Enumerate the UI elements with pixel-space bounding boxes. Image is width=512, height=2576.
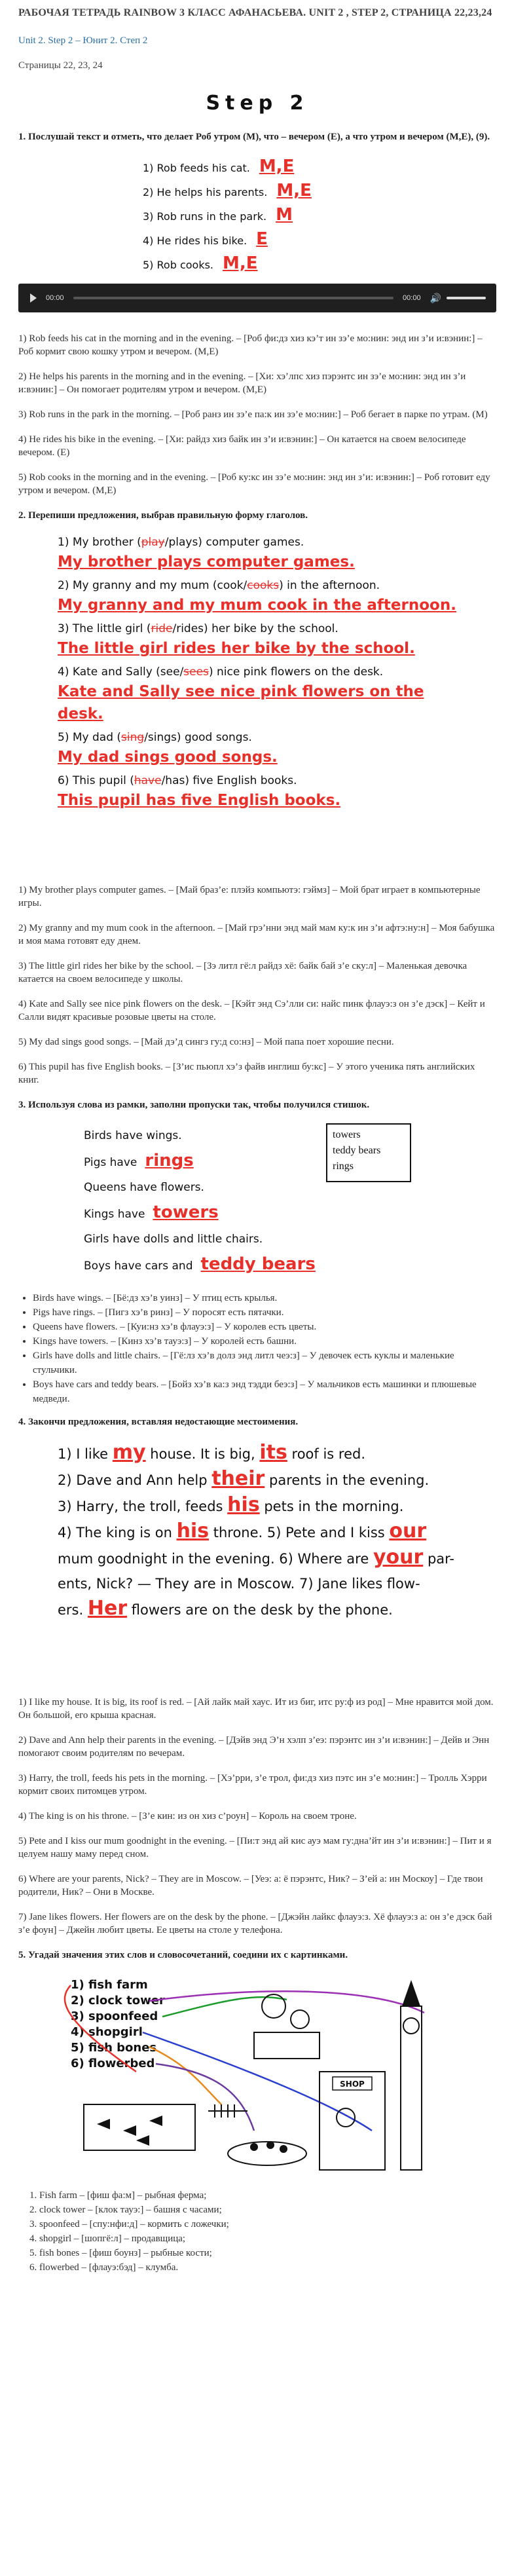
shop-sign: SHOP [340,2080,365,2089]
task3-line-text: Boys have cars and [84,1260,193,1273]
task4-line-3: 3) Harry, the troll, feeds his pets in the morning. [58,1493,404,1516]
task2-heading: 2. Перепиши предложения, выбрав правильную форму глаголов. [18,510,308,521]
pages-label: Страницы 22, 23, 24 [18,60,103,71]
task2-pre: My dad ( [72,731,122,744]
task4-translation: 1) I like my house. It is big, its roof is red. – [Ай лайк май хаус. Ит из биг, итс ру:ф из род] – Мне нравится мой дом. Он большой, его крыша красная. [18,1697,494,1721]
task2-crossed: ride [151,622,173,635]
task1-translations [18,332,496,497]
task1-answer: M,E [276,181,312,200]
task2-num: 6) [58,774,69,787]
step-title: Step 2 [206,92,309,115]
article [18,0,496,2281]
task2-item [58,729,464,746]
task5-heading: 5. Угадай значения этих слов и словосочетаний, соедини их с картинками. [18,1950,348,1960]
task5-item: 1) fish farm [71,1978,148,1992]
task2-exercise [58,534,464,874]
answer-pronoun: its [259,1441,287,1464]
task2-num: 4) [58,665,69,679]
task4-line-6: ents, Nick? — They are in Moscow. 7) Jane likes flow- [58,1576,420,1592]
task4-line-4: 4) The king is on his throne. 5) Pete and I kiss our [58,1520,427,1542]
match-arrow [65,1985,136,2072]
task5-translation: 1. Fish farm – [фиш фа:м] – рыбная ферма; [39,2188,496,2203]
task3-answer: towers [153,1203,219,1222]
task3-line [84,1252,316,1279]
task3-list [84,1123,316,1279]
task2-post: /has) five English books. [161,774,297,787]
word-box-item: towers [333,1129,361,1140]
task3-translation: • Boys have cars and teddy bears. – [Бойз хэ’в ка:з энд тэдди беэ:з] – У мальчиков есть машинки и плюшевые медведи. [33,1377,496,1406]
answer-pronoun: their [211,1467,265,1490]
answer-pronoun: Her [87,1597,128,1620]
task2-item [58,577,464,594]
audio-current-time: 00:00 [46,294,64,302]
task2-list [58,534,464,812]
answer-pronoun: his [176,1520,210,1542]
task4-exercise [58,1440,464,1683]
answer-pronoun: our [389,1520,427,1542]
task2-answer: This pupil has five English books. [58,792,341,809]
task2-translation: 3) The little girl rides her bike by the school. – [Зэ литл гё:л райдз хё: байк бай з’е ску:л] – Маленькая девочка катается на своем велосипеде у школы. [18,961,467,984]
play-icon[interactable] [30,293,37,303]
task1-answer: M,E [259,157,295,176]
task2-item [58,663,464,681]
answer-pronoun: his [227,1493,260,1516]
match-arrow [143,2032,372,2131]
task3-line [84,1227,316,1252]
task5-item: 2) clock tower [71,1994,165,2007]
task2-crossed: play [141,536,165,549]
task3-line [84,1123,316,1148]
task2-pre: My granny and my mum (cook/ [72,579,247,592]
task2-num: 5) [58,731,69,744]
task2-translation: 5) My dad sings good songs. – [Май дэ’д сингз гу:д со:нз] – Мой папа поет хорошие песни. [18,1037,394,1047]
word-box-item: teddy bears [333,1145,381,1156]
task1-item [143,252,496,276]
task3-line [84,1200,316,1227]
task2-pre: This pupil ( [72,774,134,787]
task1-item-text: 1) Rob feeds his cat. [143,162,250,174]
task4-line-5: mum goodnight in the evening. 6) Where are your par- [58,1546,455,1569]
task3-exercise [84,1123,450,1280]
task5-translation: 6. flowerbed – [флауэ:бэд] – клумба. [39,2260,496,2275]
task1-translation: 3) Rob runs in the park in the morning. – [Роб ранз ин зэ’е па:к ин зэ’е мо:нин:] – Роб бегает в парке по утрам. (M) [18,409,488,420]
task1-item [143,228,496,252]
task2-pre: The little girl ( [72,622,151,635]
fish-farm-picture [84,2104,195,2150]
task5-item: 5) fish bones [71,2041,157,2055]
task2-answer: My granny and my mum cook in the afternoon. [58,597,456,614]
task2-answer: The little girl rides her bike by the school. [58,640,415,657]
task2-answer: My brother plays computer games. [58,553,355,570]
task2-pre: My brother ( [72,536,141,549]
task2-crossed: have [134,774,162,787]
task3-answer: rings [145,1151,194,1170]
task1-heading: 1. Послушай текст и отметь, что делает Роб утром (M), что – вечером (E), а что утром и вечером (M,E), (9). [18,132,490,142]
volume-slider[interactable] [447,297,486,299]
task2-num: 2) [58,579,69,592]
task5-translation: 5. fish bones – [фиш боунз] – рыбные кости; [39,2246,496,2260]
task1-translation: 5) Rob cooks in the morning and in the evening. – [Роб ку:кс ин зэ’е мо:нин: энд ин з’и: и:вэнин:] – Роб готовит еду утром и вечером. (M,E) [18,472,490,496]
task2-translation: 4) Kate and Sally see nice pink flowers on the desk. – [Кэйт энд Сэ’лли си: найс пинк флауэ:з он з’е дэск] – Кейт и Салли видят красивые розовые цветы на столе. [18,999,485,1022]
task3-translation: • Kings have towers. – [Кинз хэ’в тауэ:з] – У королей есть башни. [33,1334,496,1349]
task2-pre: Kate and Sally (see/ [72,665,184,679]
breadcrumb[interactable] [18,34,496,47]
word-box-list [333,1127,405,1174]
match-arrow [162,1997,287,2017]
task5-translations [18,2188,496,2275]
task3-line-text: Birds have wings. [84,1129,182,1142]
task2-post: /sings) good songs. [144,731,252,744]
task1-item [143,204,496,228]
task3-translation: • Birds have wings. – [Бё:дз хэ’в уинз] – У птиц есть крылья. [33,1291,496,1305]
audio-progress-bar[interactable] [73,297,394,299]
task3-line-text: Pigs have [84,1156,137,1169]
task2-crossed: sing [121,731,145,744]
task2-item [58,620,464,637]
breadcrumb-link[interactable]: Unit 2. Step 2 – Юнит 2. Степ 2 [18,35,148,46]
task5-translation: 3. spoonfeed – [спу:нфи:д] – кормить с ложечки; [39,2217,496,2231]
task2-translation: 2) My granny and my mum cook in the afternoon. – [Май грэ’нни энд май мам ку:к ин з’и афтэ:ну:н] – Моя бабушка и моя мама готовят еду днем. [18,923,495,946]
task3-line-text: Girls have dolls and little chairs. [84,1233,263,1246]
clock-tower-picture [401,1980,422,2170]
spoonfeed-picture [254,1994,320,2059]
task2-num: 3) [58,622,69,635]
task2-item [58,772,464,789]
task2-item [58,534,464,551]
task1-answer: M,E [223,253,258,273]
task4-translation: 5) Pete and I kiss our mum goodnight in the evening. – [Пи:т энд ай кис ауэ мам гу:дна’йт ин з’и и:вэнин:] – Пит и я целуем нашу маму перед сном. [18,1836,492,1859]
task2-answer: My dad sings good songs. [58,749,278,766]
task5-translation: 4. shopgirl – [шопгё:л] – продавщица; [39,2231,496,2246]
task3-translation: • Girls have dolls and little chairs. – [Гё:лз хэ’в долз энд литл чеэ:з] – У девочек есть куклы и маленькие стульчики. [33,1349,496,1377]
answer-pronoun: your [373,1546,424,1569]
task1-answer: M [276,205,293,225]
task2-post: ) in the afternoon. [279,579,380,592]
task1-item [143,155,496,179]
task1-item-text: 4) He rides his bike. [143,234,247,247]
task3-translations [18,1291,496,1406]
audio-player[interactable] [18,284,496,312]
task3-translation: • Queens have flowers. – [Куи:нз хэ’в флауэ:з] – У королев есть цветы. [33,1320,496,1334]
task4-translation: 6) Where are your parents, Nick? – They are in Moscow. – [Уеэ: а: ё пэрэнтс, Ник? – З’ей а: ин Москоу] – Где твои родители, Ник? – Они в Москве. [18,1874,483,1897]
task4-heading: 4. Закончи предложения, вставляя недостающие местоимения. [18,1417,299,1427]
task2-translation: 6) This pupil has five English books. – [З’ис пьюпл хэ’з файв инглиш бу:кс] – У этого ученика пять английских книг. [18,1062,475,1085]
task3-line [84,1175,316,1200]
word-box [326,1123,411,1182]
task1-item-text: 5) Rob cooks. [143,259,213,271]
task2-post: /rides) her bike by the school. [172,622,338,635]
task5-item: 6) flowerbed [71,2057,155,2070]
task2-crossed: sees [183,665,209,679]
audio-duration: 00:00 [403,294,421,302]
task2-post: /plays) computer games. [164,536,304,549]
task5-exercise [58,1973,464,2176]
task3-line [84,1148,316,1175]
page-title: РАБОЧАЯ ТЕТРАДЬ RAINBOW 3 КЛАСС АФАНАСЬЕВА. UNIT 2 , STEP 2, СТРАНИЦА 22,23,24 [18,7,492,18]
task4-translation: 7) Jane likes flowers. Her flowers are on the desk by the phone. – [Джэйн лайкс флауэ:з. Хё флауэ:з а: он з’е дэск бай з’е фоун] – Джейн любит цветы. Ее цветы на столе у телефона. [18,1912,492,1935]
task1-item [143,179,496,204]
task2-answer: Kate and Sally see nice pink flowers on the desk. [58,683,424,722]
task1-translation: 1) Rob feeds his cat in the morning and in the evening. – [Роб фи:дз хиз кэ’т ин зэ’е мо:нин: энд ин з’и и:вэнин:] – Роб кормит свою кошку утром и вечером. (M,E) [18,333,483,357]
task1-answer: E [256,229,268,249]
task5-translation: 2. clock tower – [клок тауэ:] – башня с часами; [39,2203,496,2217]
task4-line-2: 2) Dave and Ann help their parents in the evening. [58,1467,430,1490]
task3-heading: 3. Используя слова из рамки, заполни пропуски так, чтобы получился стишок. [18,1100,370,1110]
task1-translation: 2) He helps his parents in the morning and in the evening. – [Хи: хэ’лпс хиз пэрэнтс ин зэ’е мо:нин: энд ин з’и и:вэнин:] – Он помогает родителям утром и вечером. (M,E) [18,371,466,395]
task1-exercise [143,155,496,273]
answer-pronoun: my [112,1441,146,1464]
task4-translation: 4) The king is on his throne. – [З’е кин: из он хиз с’роун] – Король на своем троне. [18,1811,357,1821]
task2-post: ) nice pink flowers on the desk. [208,665,384,679]
task2-num: 1) [58,536,69,549]
task5-illustration [58,1973,464,2176]
task2-crossed: cooks [247,579,280,592]
task5-item: 3) spoonfeed [71,2009,158,2023]
task4-translations [18,1696,496,1937]
task3-answer: teddy bears [200,1254,316,1274]
task4-line-7: ers. Her flowers are on the desk by the phone. [58,1597,393,1620]
match-arrow [156,2064,254,2131]
task1-list [143,155,496,276]
task4-translation: 3) Harry, the troll, feeds his pets in the morning. – [Хэ’рри, з’е трол, фи:дз хиз пэтс ин з’е мо:нин:] – Тролль Хэрри кормит своих питомцев утром. [18,1773,487,1797]
task3-line-text: Queens have flowers. [84,1181,204,1194]
task2-translation: 1) My brother plays computer games. – [Май браз’е: плэйз компьютэ: гэймз] – Мой брат играет в компьютерные игры. [18,885,481,908]
task5-item: 4) shopgirl [71,2025,143,2039]
task1-item-text: 3) Rob runs in the park. [143,210,267,223]
task3-translation: • Pigs have rings. – [Пигз хэ’в ринз] – У поросят есть пятачки. [33,1305,496,1320]
task3-line-text: Kings have [84,1208,145,1221]
volume-icon[interactable]: 🔊 [430,292,441,303]
match-arrow [149,2047,221,2104]
task4-translation: 2) Dave and Ann help their parents in the evening. – [Дэйв энд Э’н хэлп з’еэ: пэрэнтс ин з’и и:вэнин:] – Дейв и Энн помогают своим родителям по вечерам. [18,1735,490,1759]
word-box-item: rings [333,1161,354,1172]
task1-item-text: 2) He helps his parents. [143,186,268,198]
task1-translation: 4) He rides his bike in the evening. – [Хи: райдз хиз байк ин з’и и:вэнин:] – Он катается на своем велосипеде вечером. (E) [18,434,466,458]
flowerbed-picture [228,2141,306,2165]
task4-line-1: 1) I like my house. It is big, its roof is red. [58,1441,366,1464]
task2-translations [18,884,496,1087]
shopgirl-picture [320,2072,385,2170]
